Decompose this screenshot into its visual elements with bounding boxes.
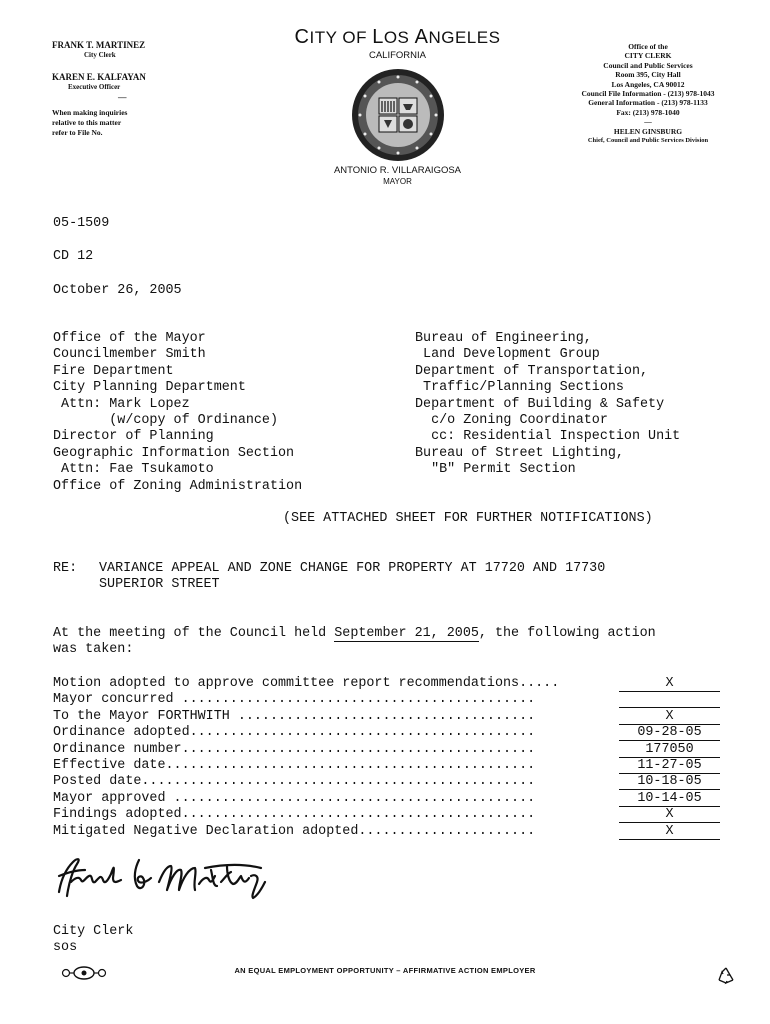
city-title: CITY OF LOS ANGELES xyxy=(294,26,501,48)
eeo-footer: AN EQUAL EMPLOYMENT OPPORTUNITY – AFFIRMATIVE ACTION EMPLOYER xyxy=(234,966,536,975)
meeting-line: At the meeting of the Council held September 21, 2005, the following action xyxy=(53,626,656,641)
action-value: 10-14-05 xyxy=(619,791,720,807)
office-of: Office of the xyxy=(628,42,668,51)
recipient-left-line: (w/copy of Ordinance) xyxy=(53,413,278,429)
action-label: Mitigated Negative Declaration adopted...................... xyxy=(53,823,536,839)
clerk-title: City Clerk xyxy=(84,51,116,59)
council-file-phone: Council File Information - (213) 978-1043 xyxy=(581,89,715,99)
chief-title: Chief, Council and Public Services Division xyxy=(587,137,709,145)
action-label: Effective date.............................................. xyxy=(53,758,536,773)
chief-name: HELEN GINSBURG xyxy=(613,126,683,136)
inquiry-note-3: refer to File No. xyxy=(52,128,103,137)
recipient-right-line: Bureau of Street Lighting, xyxy=(415,445,624,461)
city-seal-icon xyxy=(351,68,445,162)
letterhead-right xyxy=(548,42,748,145)
recipient-left-line: Office of the Mayor xyxy=(53,331,206,346)
action-label: Ordinance number............................................ xyxy=(53,741,536,757)
action-label: Mayor approved ............................................. xyxy=(53,790,536,806)
recipient-left-line: Director of Planning xyxy=(53,429,214,445)
meeting-line-2: was taken: xyxy=(53,642,134,657)
recipient-right-line: cc: Residential Inspection Unit xyxy=(415,429,681,445)
action-value: 11-27-05 xyxy=(619,758,720,774)
state-label: CALIFORNIA xyxy=(368,50,426,61)
executive-title: Executive Officer xyxy=(68,83,121,91)
mayor-title: MAYOR xyxy=(383,177,412,186)
action-label: Posted date................................................. xyxy=(53,774,536,790)
recipient-left-line: Attn: Fae Tsukamoto xyxy=(53,462,214,478)
action-label: Motion adopted to approve committee report recommendations..... xyxy=(53,676,560,691)
action-value: 09-28-05 xyxy=(619,725,720,741)
office-division: Council and Public Services xyxy=(603,60,693,70)
recipient-right-line: Department of Building & Safety xyxy=(415,396,665,412)
recipient-right-line: Bureau of Engineering, xyxy=(415,331,592,346)
re-subject-line-2: SUPERIOR STREET xyxy=(99,577,220,592)
divider-dash: — xyxy=(644,117,652,127)
letterhead-left xyxy=(52,40,202,138)
typist-initials: sos xyxy=(53,940,78,955)
action-label: Ordinance adopted........................................... xyxy=(53,725,536,741)
re-label: RE: xyxy=(53,561,78,576)
recipient-left-line: Councilmember Smith xyxy=(53,347,206,363)
office-room: Room 395, City Hall xyxy=(615,70,681,80)
divider-dash: — xyxy=(118,92,127,102)
recipient-left-line: Geographic Information Section xyxy=(53,445,295,461)
action-value: X xyxy=(619,807,720,823)
letter-date: October 26, 2005 xyxy=(53,283,182,298)
closing-title: City Clerk xyxy=(53,924,134,939)
re-subject-line-1: VARIANCE APPEAL AND ZONE CHANGE FOR PROPERTY AT 17720 AND 17730 xyxy=(99,561,606,576)
file-number: 05-1509 xyxy=(53,216,110,231)
recycle-icon xyxy=(716,966,736,986)
office-city-clerk: CITY CLERK xyxy=(624,51,672,61)
council-district: CD 12 xyxy=(53,249,94,264)
action-value: X xyxy=(619,676,720,692)
fax-number: Fax: (213) 978-1040 xyxy=(616,107,680,117)
action-label: Findings adopted............................................ xyxy=(53,807,536,823)
action-value: 10-18-05 xyxy=(619,774,720,790)
recipient-right-line: Traffic/Planning Sections xyxy=(415,380,624,396)
recipient-left-line: City Planning Department xyxy=(53,380,246,396)
recipient-right-line: Land Development Group xyxy=(415,347,600,363)
inquiry-note-2: relative to this matter xyxy=(52,118,122,127)
office-city: Los Angeles, CA 90012 xyxy=(611,79,685,89)
recipient-left-line: Fire Department xyxy=(53,363,174,379)
recipient-right-line: c/o Zoning Coordinator xyxy=(415,413,608,429)
recipient-left-line: Attn: Mark Lopez xyxy=(53,396,190,412)
clerk-name: FRANK T. MARTINEZ xyxy=(52,40,146,50)
action-value: X xyxy=(619,824,720,840)
inquiry-note-1: When making inquiries xyxy=(52,108,128,117)
signature-image xyxy=(55,852,275,902)
action-value: X xyxy=(619,709,720,725)
recipients-left xyxy=(53,331,302,495)
executive-name: KAREN E. KALFAYAN xyxy=(52,72,146,82)
action-value xyxy=(619,692,720,708)
action-value: 177050 xyxy=(619,742,720,758)
general-info-phone: General Information - (213) 978-1133 xyxy=(588,98,708,108)
action-label: Mayor concurred ............................................ xyxy=(53,692,536,708)
see-attached-note: (SEE ATTACHED SHEET FOR FURTHER NOTIFICATIONS) xyxy=(283,511,653,526)
mayor-name: ANTONIO R. VILLARAIGOSA xyxy=(333,165,462,176)
recipient-right-line: Department of Transportation, xyxy=(415,363,649,379)
recipient-right-line: "B" Permit Section xyxy=(415,462,576,478)
recipient-left-line: Office of Zoning Administration xyxy=(53,478,303,494)
meeting-date: September 21, 2005 xyxy=(334,626,479,641)
action-label: To the Mayor FORTHWITH ..................................... xyxy=(53,708,536,724)
recipients-right xyxy=(415,331,680,479)
mayor-block xyxy=(280,165,515,187)
